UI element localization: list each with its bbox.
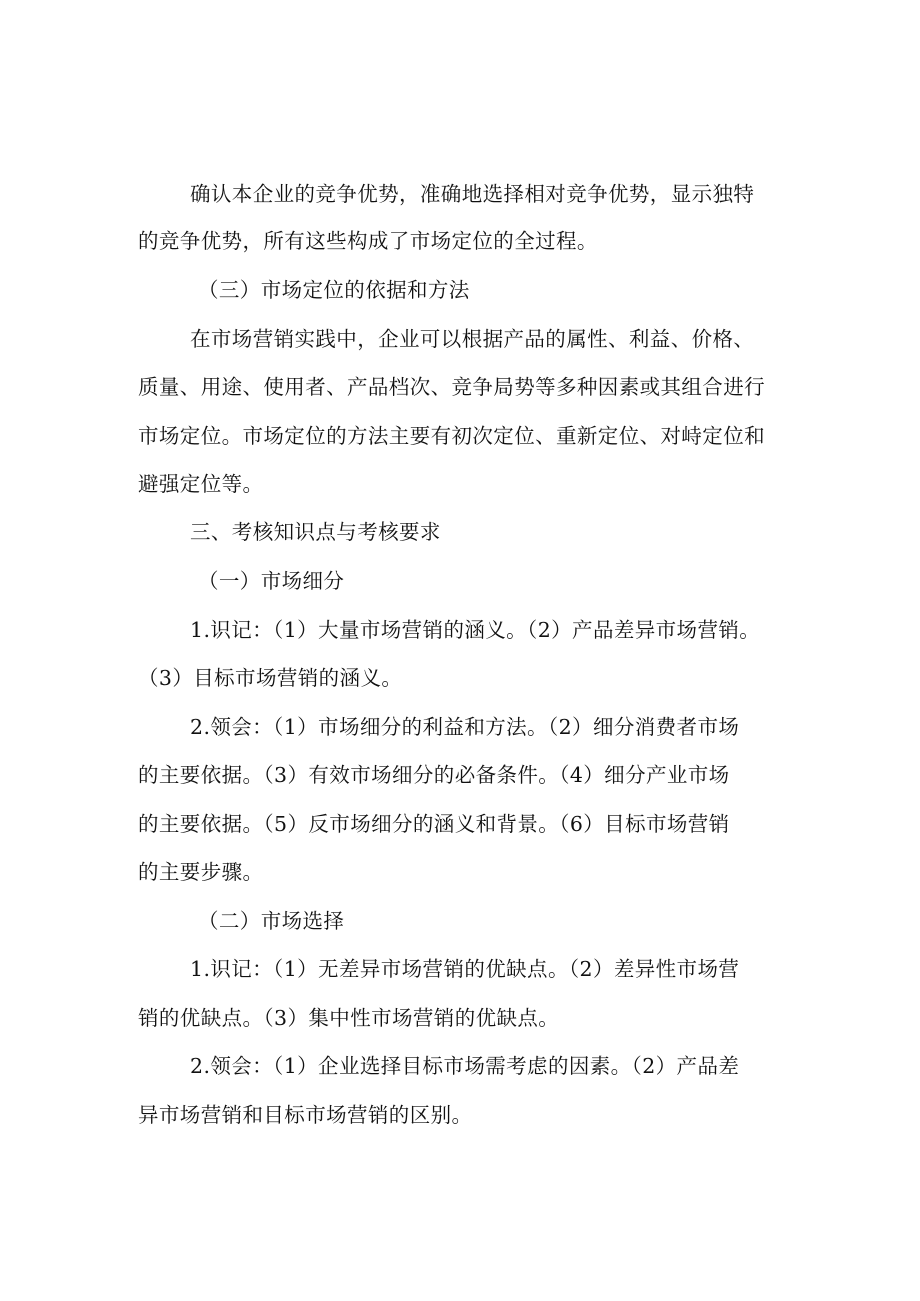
paragraph-line: 质量、用途、使用者、产品档次、竞争局势等多种因素或其组合进行	[138, 375, 765, 399]
paragraph-line: 在市场营销实践中，企业可以根据产品的属性、利益、价格、	[190, 327, 755, 351]
paragraph-line: 2.领会：（1）市场细分的利益和方法。（2）细分消费者市场	[190, 715, 740, 739]
paragraph-line: 1.识记：（1）无差异市场营销的优缺点。（2）差异性市场营	[190, 957, 740, 981]
paragraph-line: 2.领会：（1）企业选择目标市场需考虑的因素。（2）产品差	[190, 1054, 740, 1078]
section-heading: 三、考核知识点与考核要求	[190, 520, 441, 544]
section-heading: （二）市场选择	[198, 909, 345, 933]
paragraph-line: 销的优缺点。（3）集中性市场营销的优缺点。	[138, 1006, 560, 1030]
section-heading: （三）市场定位的依据和方法	[198, 278, 470, 302]
paragraph-line: 的竞争优势，所有这些构成了市场定位的全过程。	[138, 229, 598, 253]
paragraph-line: （3）目标市场营销的涵义。	[138, 666, 403, 690]
paragraph-line: 异市场营销和目标市场营销的区别。	[138, 1103, 473, 1127]
paragraph-line: 避强定位等。	[138, 472, 264, 496]
paragraph-line: 1.识记：（1）大量市场营销的涵义。（2）产品差异市场营销。	[190, 618, 761, 642]
paragraph-line: 的主要依据。（5）反市场细分的涵义和背景。（6）目标市场营销	[138, 812, 730, 836]
section-heading: （一）市场细分	[198, 569, 345, 593]
paragraph-line: 的主要依据。（3）有效市场细分的必备条件。（4）细分产业市场	[138, 763, 730, 787]
paragraph-line: 确认本企业的竞争优势，准确地选择相对竞争优势，显示独特	[190, 182, 755, 206]
paragraph-line: 的主要步骤。	[138, 860, 264, 884]
paragraph-line: 市场定位。市场定位的方法主要有初次定位、重新定位、对峙定位和	[138, 424, 765, 448]
